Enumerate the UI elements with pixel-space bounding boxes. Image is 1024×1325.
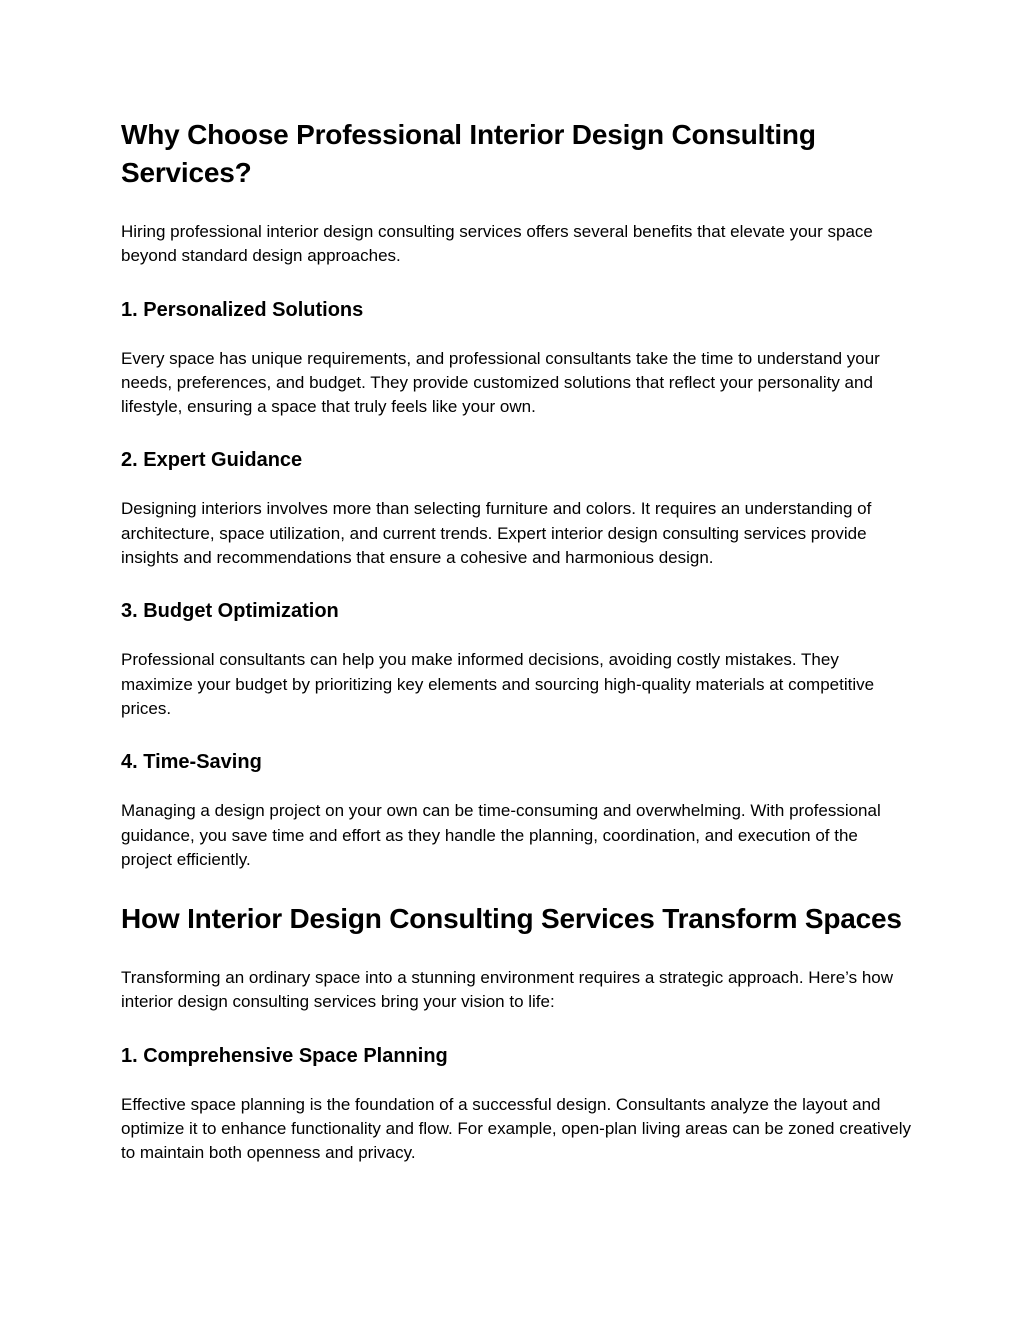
section-title: Why Choose Professional Interior Design Consulting Services?: [121, 119, 816, 188]
subsection-body: Designing interiors involves more than selecting furniture and colors. It requires an understanding of architecture, space utilization, and current trends. Expert interior design consulting services provide insights and recommendations that ensure a cohesive and harmonious design.: [121, 499, 872, 568]
subsection-body: Effective space planning is the foundation of a successful design. Consultants analyze the layout and optimize it to enhance functionality and flow. For example, open-plan living areas can be zoned creatively to maintain both openness and privacy.: [121, 1094, 912, 1163]
subsection-body: Every space has unique requirements, and professional consultants take the time to understand your needs, preferences, and budget. They provide customized solutions that reflect your personality and lifestyle, ensuring a space that truly feels like your own.: [121, 348, 880, 417]
subsection-heading: 1. Personalized Solutions: [121, 298, 364, 321]
subsection-body: Professional consultants can help you make informed decisions, avoiding costly mistakes. They maximize your budget by prioritizing key elements and sourcing high-quality materials at competitive prices.: [121, 650, 875, 718]
section-title: How Interior Design Consulting Services Transform Spaces: [121, 903, 902, 935]
subsection-heading: 1. Comprehensive Space Planning: [121, 1044, 448, 1067]
subsection-heading: 4. Time-Saving: [121, 751, 262, 774]
section-intro: Hiring professional interior design consulting services offers several benefits that elevate your space beyond standard design approaches.: [121, 222, 873, 266]
document-page: [121, 116, 911, 1166]
subsection-heading: 3. Budget Optimization: [121, 600, 339, 623]
subsection-heading: 2. Expert Guidance: [121, 449, 303, 472]
section-intro: Transforming an ordinary space into a stunning environment requires a strategic approach. Here’s how interior design consulting services bring your vision to life:: [121, 968, 894, 1012]
subsection-body: Managing a design project on your own can be time-consuming and overwhelming. With professional guidance, you save time and effort as they handle the planning, coordination, and execution of the project efficiently.: [121, 801, 881, 869]
